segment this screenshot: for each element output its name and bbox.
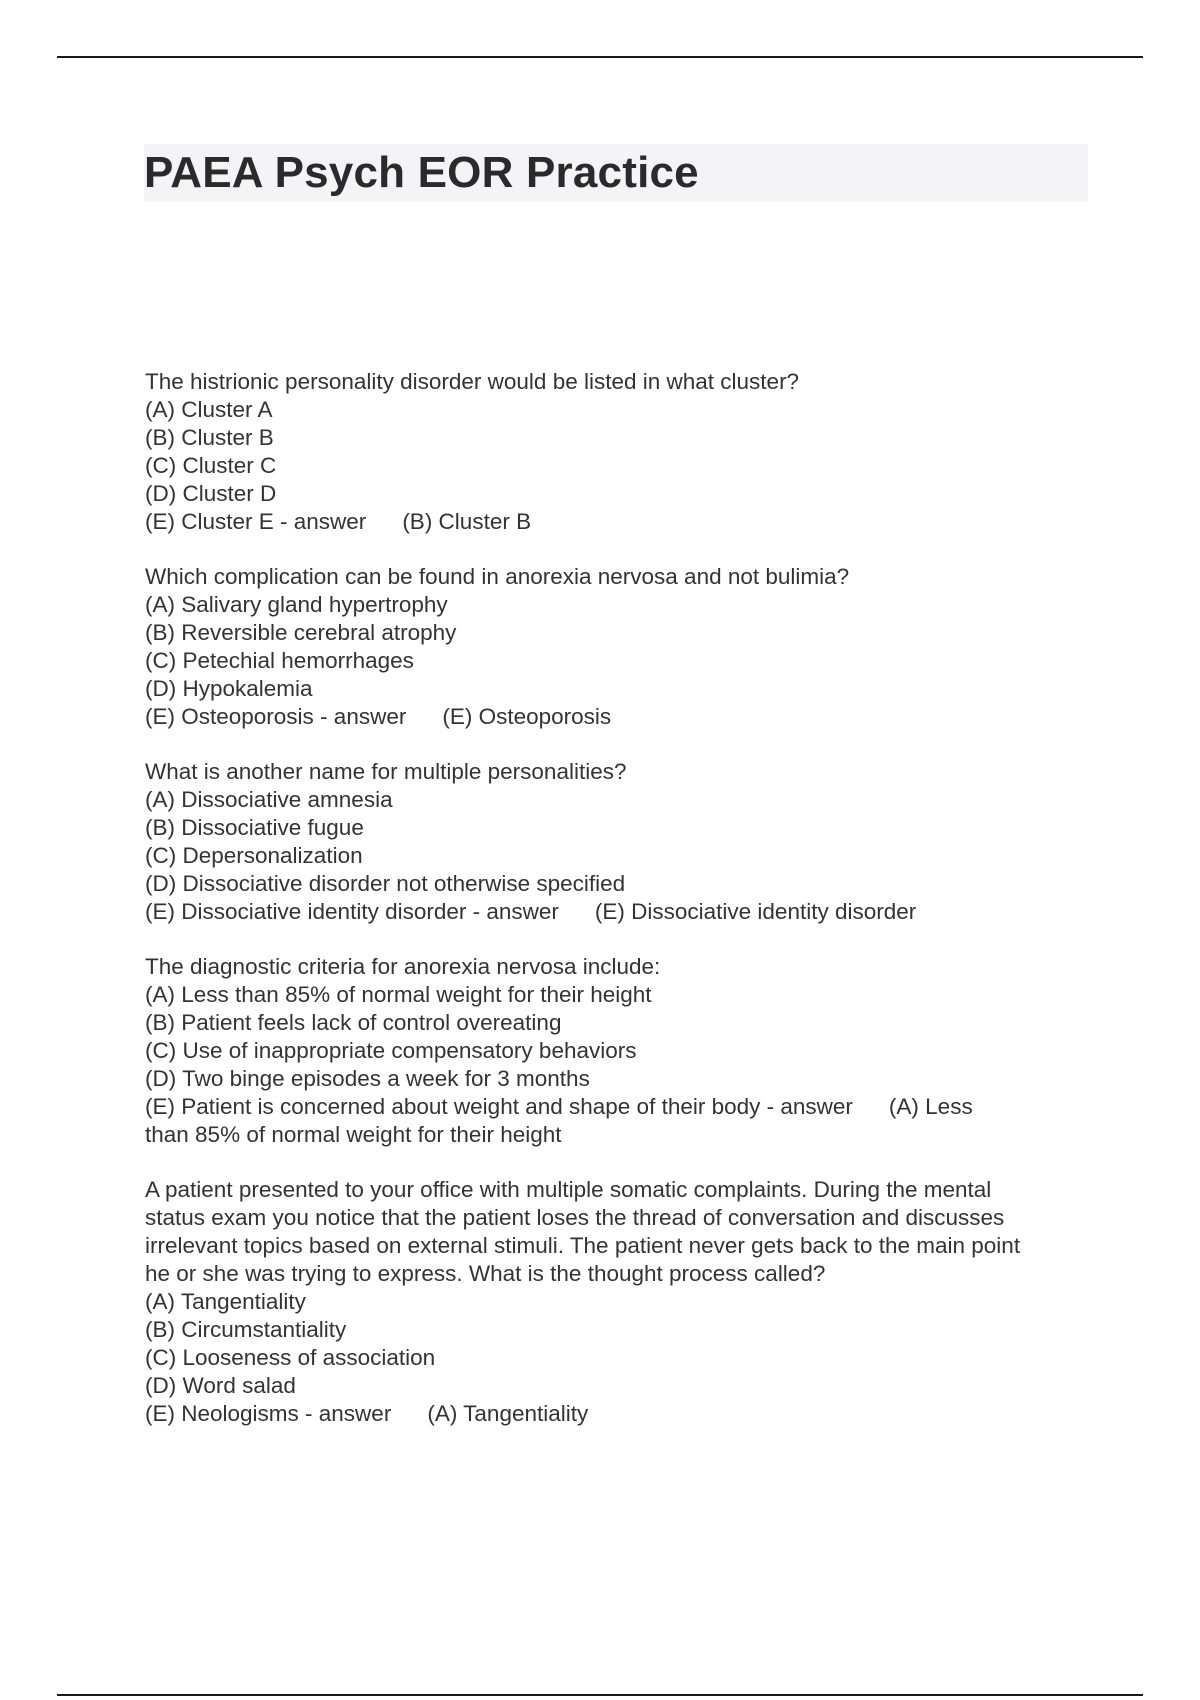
question-text-line: status exam you notice that the patient loses the thread of conversation and discusses <box>145 1205 1005 1230</box>
question-text: Which complication can be found in anorexia nervosa and not bulimia? <box>145 564 850 589</box>
option-b: (B) Reversible cerebral atrophy <box>145 620 457 645</box>
question-list <box>145 368 1090 1455</box>
option-d: (D) Dissociative disorder not otherwise specified <box>145 871 626 896</box>
option-b: (B) Circumstantiality <box>145 1317 347 1342</box>
title-highlight <box>144 144 1088 202</box>
question-text-line: irrelevant topics based on external stimuli. The patient never gets back to the main point <box>145 1233 1021 1258</box>
option-a: (A) Less than 85% of normal weight for their height <box>145 982 652 1007</box>
option-d: (D) Word salad <box>145 1373 296 1398</box>
page-title: PAEA Psych EOR Practice <box>144 148 699 197</box>
option-d: (D) Cluster D <box>145 481 277 506</box>
option-b: (B) Cluster B <box>145 425 274 450</box>
option-b: (B) Dissociative fugue <box>145 815 364 840</box>
answer-text: (A) Tangentiality <box>427 1401 589 1426</box>
answer-text-continued: than 85% of normal weight for their height <box>145 1122 562 1147</box>
question-text: The histrionic personality disorder would be listed in what cluster? <box>145 369 800 394</box>
option-c: (C) Use of inappropriate compensatory behaviors <box>145 1038 637 1063</box>
question-block <box>145 758 1090 926</box>
answer-text: (E) Dissociative identity disorder <box>594 899 917 924</box>
option-c: (C) Depersonalization <box>145 843 363 868</box>
option-c: (C) Looseness of association <box>145 1345 436 1370</box>
answer-text: (B) Cluster B <box>402 509 532 534</box>
answer-text: (A) Less <box>888 1094 973 1119</box>
option-e-answer-line <box>145 898 1090 926</box>
option-e-answer-line <box>145 508 1090 536</box>
option-e: (E) Neologisms - answer <box>145 1401 392 1426</box>
option-a: (A) Dissociative amnesia <box>145 787 393 812</box>
option-d: (D) Hypokalemia <box>145 676 313 701</box>
option-a: (A) Salivary gland hypertrophy <box>145 592 448 617</box>
question-block <box>145 563 1090 731</box>
option-e-answer-line <box>145 703 1090 731</box>
option-e: (E) Cluster E - answer <box>145 509 367 534</box>
question-text-line: A patient presented to your office with multiple somatic complaints. During the mental <box>145 1177 992 1202</box>
question-text: What is another name for multiple personalities? <box>145 759 627 784</box>
question-text: The diagnostic criteria for anorexia nervosa include: <box>145 954 661 979</box>
option-e-answer-line <box>145 1093 1090 1121</box>
option-a: (A) Tangentiality <box>145 1289 306 1314</box>
top-rule <box>57 56 1143 58</box>
option-e: (E) Dissociative identity disorder - answer <box>145 899 559 924</box>
question-block <box>145 1176 1090 1428</box>
option-c: (C) Cluster C <box>145 453 277 478</box>
option-e: (E) Osteoporosis - answer <box>145 704 407 729</box>
bottom-rule <box>57 1694 1143 1696</box>
option-a: (A) Cluster A <box>145 397 273 422</box>
option-d: (D) Two binge episodes a week for 3 months <box>145 1066 590 1091</box>
option-b: (B) Patient feels lack of control overeating <box>145 1010 562 1035</box>
option-e-answer-line <box>145 1400 1090 1428</box>
question-block <box>145 953 1090 1149</box>
option-c: (C) Petechial hemorrhages <box>145 648 414 673</box>
question-text-line: he or she was trying to express. What is the thought process called? <box>145 1261 826 1286</box>
question-block <box>145 368 1090 536</box>
answer-text: (E) Osteoporosis <box>442 704 612 729</box>
option-e: (E) Patient is concerned about weight and shape of their body - answer <box>145 1094 853 1119</box>
